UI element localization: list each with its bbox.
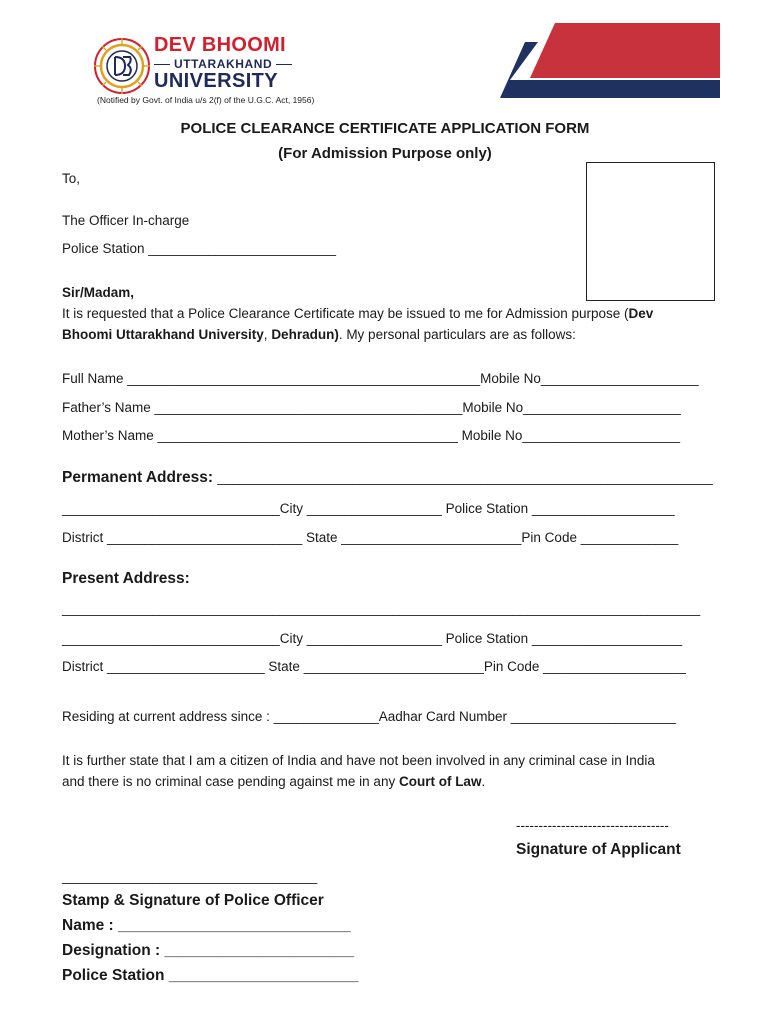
officer-name-field[interactable]: Name : ___________________________ <box>62 917 351 934</box>
mother-name-field[interactable]: Mother’s Name ________________________________________ Mobile No_____________________ <box>62 428 681 443</box>
officer-text: The Officer In-charge <box>62 213 190 228</box>
present-address-line[interactable]: _____________________________________________________________________________________ <box>62 601 701 616</box>
declaration-period: . <box>481 774 486 789</box>
signature-line[interactable]: ---------------------------------- <box>516 818 669 833</box>
stamp-signature-label: Stamp & Signature of Police Officer <box>62 892 324 909</box>
permanent-city-field[interactable]: _____________________________City __________________ Police Station ___________________ <box>62 501 675 516</box>
brand-name-line2 <box>154 57 292 71</box>
full-name-field[interactable]: Full Name _______________________________________________Mobile No_____________________ <box>62 371 699 386</box>
brand-name-line3: UNIVERSITY <box>154 70 279 92</box>
court-of-law-bold: Court of Law <box>398 774 482 789</box>
brand-name-line1: DEV BHOOMI <box>154 34 286 56</box>
present-address-label: Present Address: <box>62 570 190 587</box>
permanent-address-line[interactable]: __________________________________________________________________ <box>217 470 713 485</box>
notified-text: (Notified by Govt. of India u/s 2(f) of the U.G.C. Act, 1956) <box>97 95 315 105</box>
residing-aadhar-field[interactable]: Residing at current address since : ______________Aadhar Card Number ______________________ <box>62 709 676 724</box>
photo-box <box>586 162 715 301</box>
to-text: To, <box>62 171 81 186</box>
request-line-1-bold: Dev <box>628 306 654 321</box>
permanent-address-row[interactable] <box>62 469 713 487</box>
permanent-address-label: Permanent Address: <box>62 469 218 486</box>
form-subtitle: (For Admission Purpose only) <box>278 145 492 162</box>
request-line-1 <box>62 306 653 321</box>
header-banner-graphic <box>450 20 720 98</box>
salutation: Sir/Madam, <box>62 285 135 300</box>
officer-police-station-field[interactable]: Police Station ______________________ <box>62 967 359 984</box>
request-line-2 <box>62 327 576 342</box>
officer-designation-field[interactable]: Designation : ______________________ <box>62 942 355 959</box>
brand-line2-text: UTTARAKHAND <box>173 57 273 71</box>
officer-signature-line[interactable]: __________________________________ <box>62 869 318 884</box>
permanent-district-field[interactable]: District __________________________ State ________________________Pin Code _____________ <box>62 530 679 545</box>
request-line-1-text: It is requested that a Police Clearance Certificate may be issued to me for Admission purpose ( <box>62 306 629 321</box>
signature-of-applicant-label: Signature of Applicant <box>516 841 681 858</box>
father-name-field[interactable]: Father’s Name _________________________________________Mobile No_____________________ <box>62 400 681 415</box>
declaration-line-1: It is further state that I am a citizen of India and have not been involved in any criminal case in India <box>62 753 655 768</box>
request-line-2-comma: , <box>263 327 272 342</box>
city-bold: Dehradun) <box>271 327 339 342</box>
police-station-field[interactable]: Police Station _________________________ <box>62 241 337 256</box>
request-line-2-text: . My personal particulars are as follows: <box>338 327 576 342</box>
present-city-field[interactable]: _____________________________City __________________ Police Station ____________________ <box>62 631 683 646</box>
university-logo-emblem <box>92 36 152 96</box>
present-district-field[interactable]: District _____________________ State ________________________Pin Code ___________________ <box>62 659 686 674</box>
form-title: POLICE CLEARANCE CERTIFICATE APPLICATION FORM <box>180 120 590 137</box>
declaration-line-2 <box>62 774 485 789</box>
university-name-bold: Bhoomi Uttarakhand University <box>62 327 264 342</box>
declaration-line-2-text: and there is no criminal case pending against me in any <box>62 774 399 789</box>
